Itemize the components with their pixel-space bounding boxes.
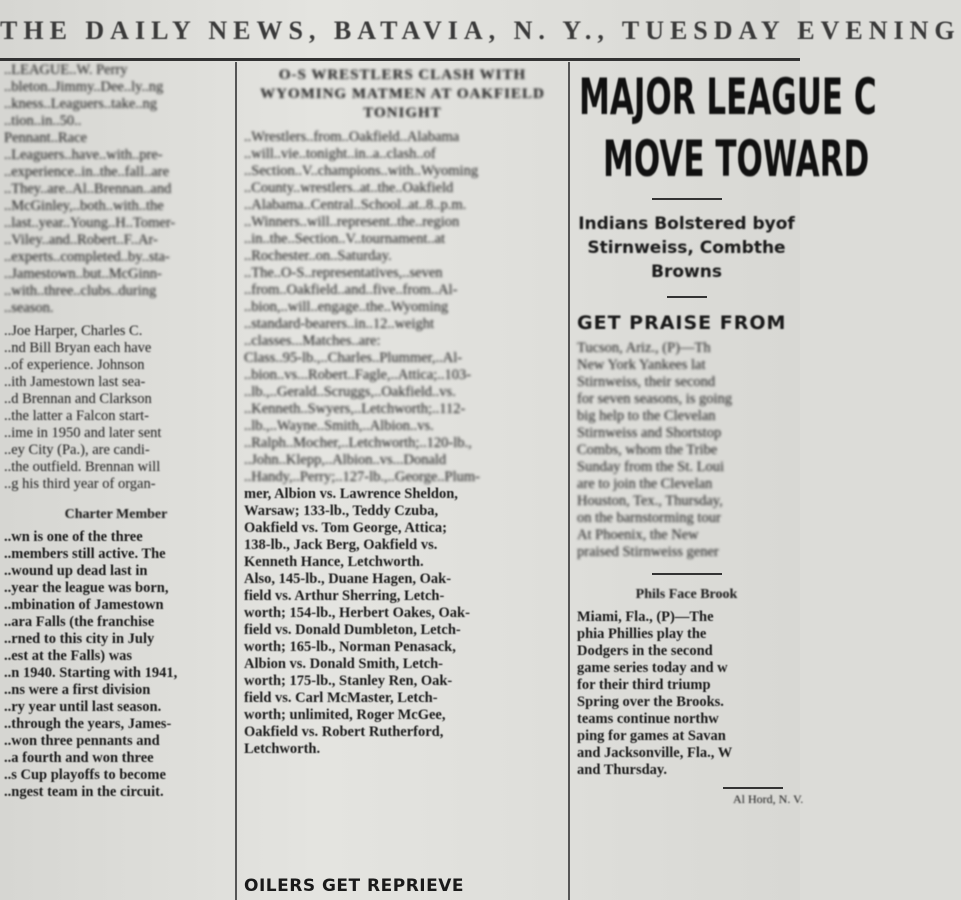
text-line: ..d Brennan and Clarkson	[4, 391, 152, 407]
text-line: ..McGinley,..both..with..the	[4, 198, 164, 214]
text-line: ..Section..V..champions..with..Wyoming	[244, 163, 479, 179]
article-stirnweiss	[573, 340, 800, 561]
column-left	[0, 62, 232, 900]
text-line: ..members still active. The	[4, 546, 166, 562]
text-line: ..The..O-S..representatives,..seven	[244, 265, 443, 281]
text-line: ..the outfield. Brennan will	[4, 459, 161, 475]
text-line: ..a fourth and won three	[4, 750, 154, 766]
text-line: ..through the years, James-	[4, 716, 172, 732]
text-line: ..bion..vs...Robert..Fagle,..Attica;..103-	[244, 367, 472, 383]
text-line: Combs, whom the Tribe	[577, 442, 718, 458]
column-middle	[240, 62, 565, 900]
text-line: and Thursday.	[577, 762, 668, 778]
text-line: the Browns	[651, 238, 786, 282]
text-line: ..lb.,..Wayne..Smith,..Albion..vs.	[244, 418, 434, 434]
text-line: 138-lb., Jack Berg, Oakfield vs.	[244, 537, 438, 553]
text-line: ..n 1940. Starting with 1941,	[4, 665, 178, 681]
text-line: ..Ralph..Mocher,..Letchworth;..120-lb.,	[244, 435, 472, 451]
text-line: ..Alabama..Central..School..at..8..p.m.	[244, 197, 467, 213]
column-rule	[568, 62, 570, 900]
text-line: Class..95-lb.,..Charles..Plummer,..Al-	[244, 350, 463, 366]
text-line: ..g his third year of organ-	[4, 476, 156, 492]
text-line: ..Handy,..Perry;..127-lb.,..George..Plum-	[244, 469, 480, 485]
text-line: ..s Cup playoffs to become	[4, 767, 166, 783]
text-line: ..ry year until last season.	[4, 699, 162, 715]
text-line: and Jacksonville, Fla., W	[577, 745, 733, 761]
text-line: Oakfield vs. Tom George, Attica;	[244, 520, 447, 536]
text-line: ..tion..in..50..	[4, 113, 82, 129]
text-line: game series today and w	[577, 660, 728, 676]
headline-get-praise: GET PRAISE FROM	[577, 312, 787, 334]
text-line: on the barnstorming tour	[577, 510, 721, 526]
article-wrestlers-bottom	[240, 486, 565, 758]
headline-rule	[652, 198, 722, 200]
text-line: ..last..year..Young..H..Tomer-	[4, 215, 176, 231]
text-line: worth; unlimited, Roger McGee,	[244, 707, 446, 723]
text-line: ..bion,..will..engage..the..Wyoming	[244, 299, 449, 315]
text-line: teams continue northw	[577, 711, 719, 727]
article-left-bottom	[0, 529, 232, 801]
text-line: ..mbination of Jamestown	[4, 597, 164, 613]
text-line: ..lb.,..Gerald..Scruggs,..Oakfield..vs.	[244, 384, 456, 400]
headline-oilers: OILERS GET REPRIEVE	[244, 876, 465, 896]
text-line: ..John..Klepp,..Albion..vs...Donald	[244, 452, 447, 468]
masthead: THE DAILY NEWS, BATAVIA, N. Y., TUESDAY EVENING	[0, 16, 961, 45]
headline-major-league-1: MAJOR LEAGUE C	[579, 68, 877, 126]
text-line: ..Rochester..on..Saturday.	[244, 248, 392, 264]
text-line: ..experience..in..the..fall..are	[4, 164, 170, 180]
footer-fragment: Al Hord, N. V.	[733, 792, 804, 806]
text-line: ..kness..Leaguers..take..ng	[4, 96, 158, 112]
text-line: ..Wrestlers..from..Oakfield..Alabama	[244, 129, 460, 145]
text-line: ..Viley..and..Robert..F..Ar-	[4, 232, 158, 248]
headline-wrestlers: O-S WRESTLERS CLASH WITH WYOMING MATMEN AT OAKFIELD TONIGHT	[260, 67, 545, 121]
text-line: big help to the Clevelan	[577, 408, 716, 424]
text-line: Spring over the Brooks.	[577, 694, 724, 710]
text-line: field vs. Carl McMaster, Letch-	[244, 690, 438, 706]
masthead-rule	[0, 58, 800, 61]
text-line: Houston, Tex., Thursday,	[577, 493, 723, 509]
text-line: ..Winners..will..represent..the..region	[244, 214, 460, 230]
text-line: Indians Bolstered by	[578, 214, 776, 234]
article-left-top	[0, 62, 232, 317]
text-line: worth; 154-lb., Herbert Oakes, Oak-	[244, 605, 470, 621]
article-left-mid	[0, 323, 232, 493]
text-line: ..the latter a Falcon start-	[4, 408, 149, 424]
text-line: are to join the Clevelan	[577, 476, 713, 492]
text-line: mer, Albion vs. Lawrence Sheldon,	[244, 486, 458, 502]
text-line: ..in..the..Section..V..tournament..at	[244, 231, 446, 247]
text-line: ..They..are..Al..Brennan..and	[4, 181, 172, 197]
headline-deck	[573, 212, 800, 284]
text-line: ..ith Jamestown last sea-	[4, 374, 146, 390]
text-line: ..with..three..clubs..during	[4, 283, 157, 299]
text-line: ping for games at Savan	[577, 728, 726, 744]
text-line: worth; 165-lb., Norman Penasack,	[244, 639, 456, 655]
text-line: ..bleton..Jimmy..Dee..ly..ng	[4, 79, 164, 95]
text-line: ..from..Oakfield..and..five..from..Al-	[244, 282, 458, 298]
subhead-phils: Phils Face Brook	[635, 587, 738, 602]
text-line: field vs. Donald Dumbleton, Letch-	[244, 622, 461, 638]
text-line: worth; 175-lb., Stanley Ren, Oak-	[244, 673, 453, 689]
deck-rule	[667, 296, 707, 298]
text-line: ..County..wrestlers..at..the..Oakfield	[244, 180, 454, 196]
text-line: Also, 145-lb., Duane Hagen, Oak-	[244, 571, 452, 587]
text-line: ..rned to this city in July	[4, 631, 155, 647]
text-line: ..Jamestown..but..McGinn-	[4, 266, 162, 282]
column-rule	[235, 62, 237, 900]
article-phils	[573, 609, 800, 779]
text-line: Albion vs. Donald Smith, Letch-	[244, 656, 444, 672]
text-line: Pennant..Race	[4, 130, 87, 146]
text-line: ..standard-bearers..in..12..weight	[244, 316, 435, 332]
text-line: Oakfield vs. Robert Rutherford,	[244, 724, 444, 740]
text-line: ..wound up dead last in	[4, 563, 148, 579]
text-line: Letchworth.	[244, 741, 321, 757]
text-line: ..Leaguers..have..with..pre-	[4, 147, 163, 163]
text-line: ..est at the Falls) was	[4, 648, 133, 664]
text-line: for seven seasons, is going	[577, 391, 733, 407]
text-line: ..will..vie..tonight..in..a..clash..of	[244, 146, 436, 162]
text-line: ..ara Falls (the franchise	[4, 614, 155, 630]
text-line: ..ime in 1950 and later sent	[4, 425, 162, 441]
text-line: Warsaw; 133-lb., Teddy Czuba,	[244, 503, 439, 519]
text-line: At Phoenix, the New	[577, 527, 699, 543]
text-line: Kenneth Hance, Letchworth.	[244, 554, 424, 570]
article-wrestlers-top	[240, 129, 565, 486]
column-right	[573, 62, 877, 900]
text-line: Stirnweiss, their second	[577, 374, 716, 390]
text-line: ..LEAGUE..W. Perry	[4, 62, 128, 78]
text-line: ..season.	[4, 300, 54, 316]
text-line: ..of experience. Johnson	[4, 357, 145, 373]
text-line: Sunday from the St. Loui	[577, 459, 725, 475]
section-rule	[652, 573, 722, 575]
text-line: ..nd Bill Bryan each have	[4, 340, 152, 356]
text-line: field vs. Arthur Sherring, Letch-	[244, 588, 445, 604]
text-line: Dodgers in the second	[577, 643, 713, 659]
text-line: Miami, Fla., (P)—The	[577, 609, 714, 625]
footer-rule	[723, 787, 783, 789]
text-line: New York Yankees lat	[577, 357, 706, 373]
text-line: praised Stirnweiss gener	[577, 544, 719, 560]
text-line: ..experts..completed..by..sta-	[4, 249, 170, 265]
text-line: Tucson, Ariz., (P)—Th	[577, 340, 711, 356]
text-line: ..classes...Matches..are:	[244, 333, 381, 349]
text-line: ..Joe Harper, Charles C.	[4, 323, 143, 339]
text-line: for their third triump	[577, 677, 711, 693]
text-line: ..ngest team in the circuit.	[4, 784, 164, 800]
text-line: of Stirnweiss, Comb	[587, 214, 795, 258]
text-line: ..ey City (Pa.), are candi-	[4, 442, 150, 458]
text-line: ..year the league was born,	[4, 580, 169, 596]
text-line: Stirnweiss and Shortstop	[577, 425, 722, 441]
text-line: ..Kenneth..Swyers,..Letchworth;..112-	[244, 401, 466, 417]
subhead-charter-member: Charter Member	[64, 507, 168, 522]
headline-major-league-2: MOVE TOWARD	[603, 130, 870, 188]
text-line: ..ns were a first division	[4, 682, 151, 698]
text-line: phia Phillies play the	[577, 626, 707, 642]
text-line: ..won three pennants and	[4, 733, 160, 749]
text-line: ..wn is one of the three	[4, 529, 143, 545]
